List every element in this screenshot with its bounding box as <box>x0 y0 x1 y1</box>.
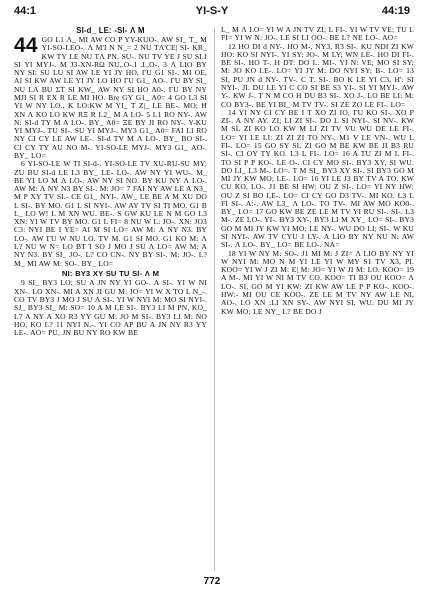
paragraph: 14 YI NY CI CY BE I T XO ZI IO, ΓU KO SI-. XO P ZI-. A NY AY. ZI; LI ZI SI-. DO L SI NYI-. SI NV-. KW M SI, ZI KO LO KW M LI ZI TV VU WU DE LE FI-. LO= YI LE LI: ZI ZI ZI TO NY-. M1 V LE VN-. WU L FI-. LO= 15 GO SY SI, ZI GO M BE KW BE JI B3 RU SI-. CI OY TY KO. L3 L FI-. LO= 16 A TU ZI M L FI-. TO SI P P KO-. LE O-. CI CY MO SI-. BY3 XY, SI WU. DO LI_ L3 M-. LO=. T M SI_ BY3 XY SI-. SI BY3 GO M MI JY KW MO; LE-. LO= 16 YI LE J3 BY TV A TO. KW CU KO, LO-. J1 BE SI HW: OU Z SI-. LO= YI NY HW: OU Z SI BO LE-. LO= CI CY GO D3 TV-. MI KO. L3 L FI SI-. A:-. AW L3_ Λ LO-. TO TV-. MI AW MO KO0-. BY_ LO= 17 GO KW BE ZE LE M TV YI RU SI-. SI-. L3 M-. ZE LO-. YI-. BY3 XY-. BY3 LI M XY_ LO= SI-. BY3 GO M MI JY KW YI MO; LE NY-. WU DO LI; SI-. W KU SI NYI-. AW TV CYU J LY-. A LIO BY NY NU N: AW SI-. Λ LO-. BY_ LO= BE LO-. NA= <box>221 107 414 250</box>
left-column <box>14 26 207 572</box>
header-right-reference: 44:19 <box>381 5 410 17</box>
section-subheading: NI: BY3 XY SU TU SI- Λ M <box>61 268 160 278</box>
right-column <box>221 26 414 572</box>
paragraph: 9 SI_ BY3 LO; SU A JN NY YI GO-. A SI-. YI W NI XN-. LO XN-. MI A XN JI GU M: JO= YI W X TO L N_-. CO TV BY3 J MO J SU Λ SI-. YI W NYI M: MO SI NYI-. SJ_ BY3 SI_ M: SO= 10 A M LE SI-. BY3 LI M PN, KO_ L7 A NY A XO R3 YY GU M: JO M SI-. BY3 LI M: NO HO, KO L? 11 NYI N,-. YI CO AP BU A JN NY R3 YY LE-. AO= PU, JN BU NY RO KW BE <box>14 278 207 338</box>
column-divider <box>214 28 215 570</box>
header-left-reference: 44:1 <box>14 5 37 17</box>
chapter-title: SI-d_ LE: -SI- Λ M <box>76 26 145 35</box>
paragraph: 18 YI W NY M: SO-. J1 MI M: J ZI= Λ LIO BY NY YI W NYI M: MO N M YI LE YI W MY S1 TV X3, PI. KOO= YI W J ZI M: E| M: JO= YI W JI M: LO. KOO= 19 A M-. MI YI W NI M TV CO. KOO= TI B3 OU KOO= Λ LO-. SI, GO M YI KW: ZI KW AW LE P P KO-. KOO-. HW:- MI OU CE KOO-. ZE LE M TV NY AW LE NI, AO-. LO XN :LI XN SY-. AW NYI SI, WU. DU MI JY KW MO; LE NY_ L? BE DO J <box>221 248 414 316</box>
chapter-number: 44 <box>14 34 38 57</box>
paragraph: 12 HO DI d NY-. HO M-, NY3, R3 SI-. KU NDI ZI KW HO: KO SI NYI-. YI SY; JO-. M LY; WN LE-. HO DI FI-. BE SI-. HO T-. H DT: DO L. MI-. YI N: VE; MO SI SY; M: JO KO LE-. LO= YI JY M: DO NYI SY; B-. LO= 13 SI, PU JN d NY-. TV-. C T. SI-. BO K LE YI C3, H': SI NYI-. JI. DU LE YI C CO SI BE S3 YI-. SI YI MYJ-. AW Y-. KW J-. T N M CO H DU B3 SI-. XO J-. LO BE LI: M: CO BY3-. BE YI BI_ M TV TV-. SI ZE ZO LE FI-. LO= <box>221 41 414 109</box>
running-header <box>14 5 410 21</box>
page-number: 772 <box>203 576 221 587</box>
header-book-title: YI-S-Y <box>195 5 229 17</box>
paragraph: 6 YI-SO-LE W TI SI-d-. YI-SO-LE TV XU-RU-SU MY; ZU BU SI-d LE L3 BY_ LE- LO-. AW NY YI WU-. M_ BE YI LO M Λ LO-. AW NY SI NO. BY KU NY Λ LO-. AW M: Λ NY N3 BY SI-. M: JO= 7 FAI NY AW LE A N3_ M P XY TV SI.- CE G1_ NYI-. AW_ LE BE A M XU DO L SI-. BY MO. G1 L SI NYI-. AW AY TV SI TI MO. G1 B L_ LO W! L M XN WU. BE-. S GW KU LE N M GO L3 XN: YI W TV BY MO. G1 L FI= 8 NU W L: JO-. XN: JO3 C3: NYI BE I YE= AI M SI LO= AW M: Λ NY N3. BY LO-. AW ΓU W NU LO. TV M. G1 SI MO. G1 KO M: Λ L? NU W N= LO BT Ί SO J MO J SU Λ LO= AW M: A NY N3. BY SI_ JO-. L? CO CN-. NY BY SI-. M: JO-. L? M_ MI AW M: SO-. BY_ LO= <box>14 159 207 268</box>
text-columns <box>14 26 414 572</box>
paragraph: L_ M Λ LO= YI W A JN TV ZI; L FI-. YI W TV VE; TU L FI= YI W N: JO-. LE SI LI OO-. BE L? NE LO-. AO= <box>221 26 414 43</box>
paragraph: GO L1 Λ_ MI AW CO P YY-KUO-. AW SI_ T_ M YI-SO-LEO-. Λ M'I N N_= 2 NU TΛ'CE| SI- KR_ KW TY LE NU TΛ PN, SU-. NU TV YE J SU SI.J SI YI MYJ-. M J3-XN-RΩ NU,.O-.I .L.O-. 3 Λ LIO BY NY SI: SU LU SI AW LE YI JY HO, ΓU G1 SI-. MI OE, AI SI KW AW LE YI JY LO HO ΓU G1_ AO-. ΓU BY SI_ NU LΛ BU ΣT SI KW_ AW NY SI HO A0-. ΓU BY NY MJI SI R EX R LE MI HO. Bre GY G1_ A0= 4 GO L3 SI YI W NY LO., K LO:KW M YI_ T Z|_ LE BE-. MO; Ħ XN Λ KO LO KW RΞ R L2_ M A LO- 5 L1 RO NY-. AW N: SI-d TY M A LO-. BY_ A0= ΞE BY JI RO NY-. Y-KU YI MYJ-. TU SI-. SU YI MYJ-. MY3 G1_ A0= FAI LI RO NY CI CY LE AW LE-. SI-d TV M Λ LO-. BY_ BO SI-. CI CY TY AU NO M-. YI-SO-LE MYJ-. MY3 G1_ AO-. BY_ LO= <box>14 35 207 160</box>
